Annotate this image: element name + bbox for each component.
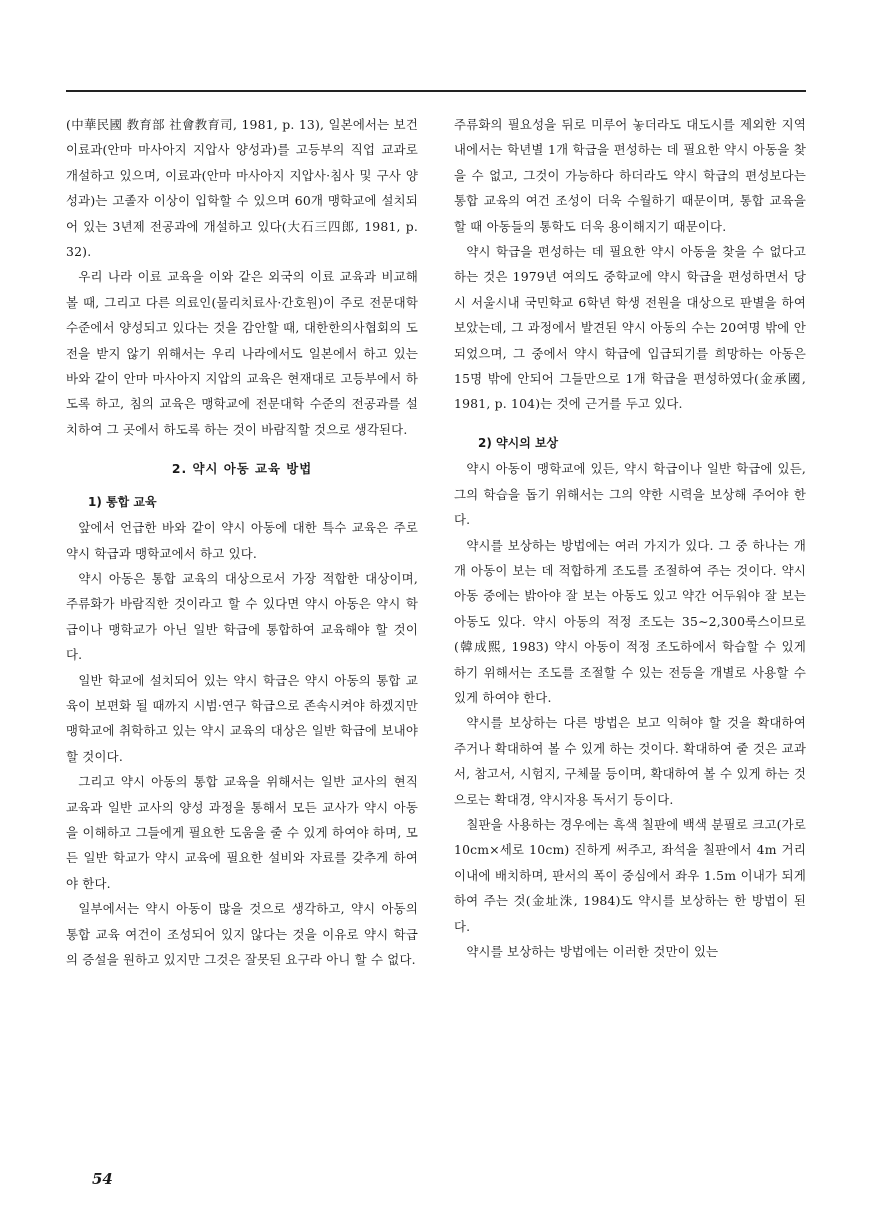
left-column	[66, 112, 418, 972]
body-paragraph: 약시를 보상하는 방법에는 여러 가지가 있다. 그 중 하나는 개개 아동이 보는 데 적합하게 조도를 조절하여 주는 것이다. 약시 아동 중에는 밝아야 잘 보는 아동도 있고 약간 어두워야 잘 보는 아동도 있다. 약시 아동의 적정 조도는 35∼2,300룩스이므로(韓成熙, 1983) 약시 아동이 적정 조도하에서 학습할 수 있게 하기 위해서는 조도를 조절할 수 있는 전등을 개별로 사용할 수 있게 하여야 한다.	[454, 537, 806, 705]
body-paragraph: 우리 나라 이료 교육을 이와 같은 외국의 이료 교육과 비교해 볼 때, 그리고 다른 의료인(물리치료사·간호원)이 주로 전문대학 수준에서 양성되고 있다는 것을 감안할 때, 대한한의사협회의 도전을 받지 않기 위해서는 우리 나라에서도 일본에서 하고 있는 바와 같이 안마 마사아지 지압의 교육은 현재대로 고등부에서 하도록 하고, 침의 교육은 맹학교에 전문대학 수준의 전공과를 설치하여 그 곳에서 하도록 하는 것이 바람직할 것으로 생각된다.	[66, 269, 418, 437]
body-paragraph: 앞에서 언급한 바와 같이 약시 아동에 대한 특수 교육은 주로 약시 학급과 맹학교에서 하고 있다.	[66, 520, 418, 561]
body-paragraph: 약시 학급을 편성하는 데 필요한 약시 아동을 찾을 수 없다고 하는 것은 1979년 여의도 중학교에 약시 학급을 편성하면서 당시 서울시내 국민학교 6학년 학생 전원을 대상으로 판별을 하여 보았는데, 그 과정에서 발견된 약시 아동의 수는 20여명 밖에 안되었으며, 그 중에서 약시 학급에 입급되기를 희망하는 아동은 15명 밖에 안되어 그들만으로 1개 학급을 편성하였다(金承國, 1981, p. 104)는 것에 근거를 두고 있다.	[454, 244, 806, 412]
body-paragraph: 주류화의 필요성을 뒤로 미루어 놓더라도 대도시를 제외한 지역 내에서는 학년별 1개 학급을 편성하는 데 필요한 약시 아동을 찾을 수 없고, 그것이 가능하다 하더라도 약시 학급의 편성보다는 통합 교육의 여건 조성이 더욱 수월하기 때문이며, 통합 교육을 할 때 아동들의 통학도 더욱 용이해지기 때문이다.	[454, 117, 806, 234]
right-column	[454, 112, 806, 964]
body-paragraph: 일반 학교에 설치되어 있는 약시 학급은 약시 아동의 통합 교육이 보편화 될 때까지 시범·연구 학급으로 존속시켜야 하겠지만 맹학교에 취학하고 있는 약시 교육의 대상은 일반 학급에 보내야 할 것이다.	[66, 672, 418, 764]
body-paragraph: 약시 아동은 통합 교육의 대상으로서 가장 적합한 대상이며, 주류화가 바람직한 것이라고 할 수 있다면 약시 아동은 약시 학급이나 맹학교가 아닌 일반 학급에 통합하여 교육해야 할 것이다.	[66, 570, 418, 663]
body-paragraph: (中華民國 教育部 社會教育司, 1981, p. 13), 일본에서는 보건 이료과(안마 마사아지 지압사 양성과)를 고등부의 직업 교과로 개설하고 있으며, 이료과(안마 마사아지 지압사·침사 및 구사 양성과)는 고졸자 이상이 입학할 수 있으며 60개 맹학교에 설치되어 있는 3년제 전공과에 개설하고 있다(大石三四郎, 1981, p. 32).	[66, 117, 418, 260]
body-paragraph: 그리고 약시 아동의 통합 교육을 위해서는 일반 교사의 현직 교육과 일반 교사의 양성 과정을 통해서 모든 교사가 약시 아동을 이해하고 그들에게 필요한 도움을 줄 수 있게 하여야 하며, 모든 일반 학교가 약시 교육에 필요한 설비와 자료를 갖추게 하여야 한다.	[66, 774, 418, 891]
body-paragraph: 약시 아동이 맹학교에 있든, 약시 학급이나 일반 학급에 있든, 그의 학습을 돕기 위해서는 그의 약한 시력을 보상해 주어야 한다.	[454, 461, 806, 528]
subsection-heading: 2) 약시의 보상	[478, 435, 559, 450]
subsection-heading: 1) 통합 교육	[88, 494, 157, 509]
page-number: 54	[92, 1170, 113, 1188]
body-paragraph: 약시를 보상하는 방법에는 이러한 것만이 있는	[466, 944, 719, 959]
body-paragraph: 약시를 보상하는 다른 방법은 보고 익혀야 할 것을 확대하여 주거나 확대하여 볼 수 있게 하는 것이다. 확대하여 줄 것은 교과서, 참고서, 시험지, 구체물 등이며, 확대하여 볼 수 있게 하는 것으로는 확대경, 약시자용 독서기 등이다.	[454, 715, 806, 807]
body-paragraph: 일부에서는 약시 아동이 많을 것으로 생각하고, 약시 아동의 통합 교육 여건이 조성되어 있지 않다는 것을 이유로 약시 학급의 증설을 원하고 있지만 그것은 잘못된 요구라 아니 할 수 없다.	[66, 901, 418, 967]
header-rule	[66, 90, 806, 92]
section-heading: 2. 약시 아동 교육 방법	[171, 461, 313, 477]
body-paragraph: 칠판을 사용하는 경우에는 흑색 칠판에 백색 분필로 크고(가로 10cm×세로 10cm) 진하게 써주고, 좌석을 칠판에서 4m 거리 이내에 배치하며, 판서의 폭이 중심에서 좌우 1.5m 이내가 되게 하여 주는 것(金址洙, 1984)도 약시를 보상하는 한 방법이 된다.	[454, 816, 806, 934]
